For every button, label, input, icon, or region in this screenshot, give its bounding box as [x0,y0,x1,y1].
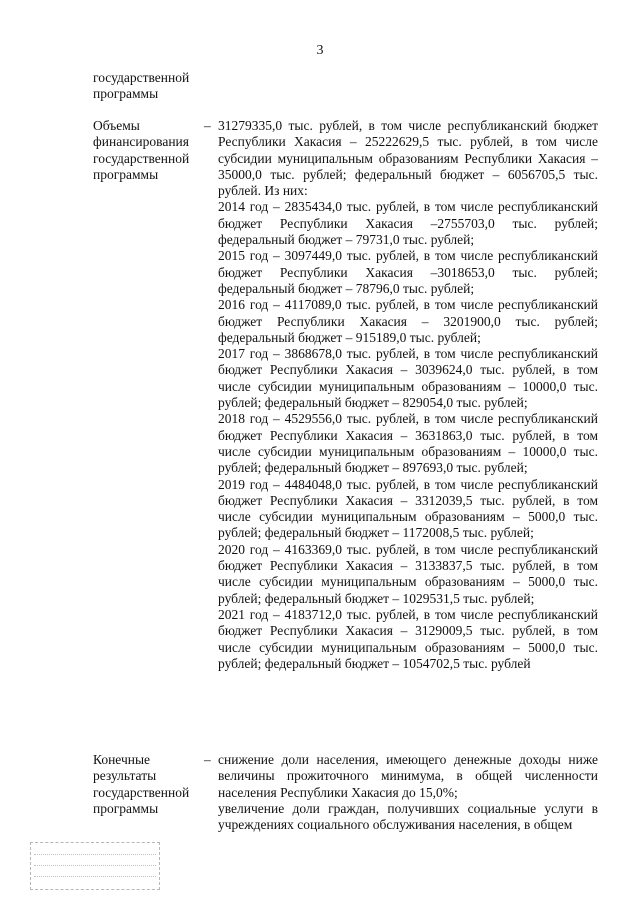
results-label-line: Конечные [93,752,151,767]
funding-year-2017: 2017 год – 3868678,0 тыс. рублей, в том числе республиканский бюджет Республики Хакасия – 3039624,0 тыс. рублей, в том числе субсидии муниципальным образованиям – 10000,0 тыс. рублей; федеральный бюджет – 829054,0 тыс. рублей; [218,346,598,411]
funding-dash: – [204,118,211,133]
header-label-line: программы [93,86,159,102]
funding-label-line: финансирования [93,134,189,150]
funding-intro: 31279335,0 тыс. рублей, в том числе республиканский бюджет Республики Хакасия – 25222629,5 тыс. рублей, в том числе субсидии муниципальным образованиям Республики Хакасия – 35000,0 тыс. рублей; федеральный бюджет – 6056705,5 тыс. рублей. Из них: [218,118,598,199]
funding-year-2015: 2015 год – 3097449,0 тыс. рублей, в том числе республиканский бюджет Республики Хакасия –3018653,0 тыс. рублей; федеральный бюджет – 78796,0 тыс. рублей; [218,248,598,296]
funding-label-line: Объемы [93,118,140,133]
results-label-line: результаты [93,768,157,784]
stamp-image [30,842,160,890]
funding-year-2016: 2016 год – 4117089,0 тыс. рублей, в том числе республиканский бюджет Республики Хакасия – 3201900,0 тыс. рублей; федеральный бюджет – 915189,0 тыс. рублей; [218,297,598,345]
results-dash: – [204,752,211,767]
page-number: 3 [316,43,324,58]
funding-year-2014: 2014 год – 2835434,0 тыс. рублей, в том числе республиканский бюджет Республики Хакасия –2755703,0 тыс. рублей; федеральный бюджет – 79731,0 тыс. рублей; [218,199,598,248]
results-item: увеличение доли граждан, получивших социальные услуги в учреждениях социального обслуживания населения, в общем [218,800,598,833]
funding-year-2020: 2020 год – 4163369,0 тыс. рублей, в том числе республиканский бюджет Республики Хакасия – 3133837,5 тыс. рублей, в том числе субсидии муниципальным образованиям – 5000,0 тыс. рублей; федеральный бюджет – 1029531,5 тыс. рублей; [218,541,598,606]
funding-label-line: государственной [93,150,190,166]
funding-year-2021: 2021 год – 4183712,0 тыс. рублей, в том числе республиканский бюджет Республики Хакасия – 3129009,5 тыс. рублей, в том числе субсидии муниципальным образованиям – 5000,0 тыс. рублей; федеральный бюджет – 1054702,5 тыс. рублей [218,606,598,671]
results-item: снижение доли населения, имеющего денежные доходы ниже величины прожиточного минимума, в общей численности населения Республики Хакасия до 15,0%; [218,752,598,800]
header-label-line: государственной [93,70,190,85]
header-label [93,70,203,103]
results-label-line: программы [93,800,159,816]
results-label-line: государственной [93,784,190,800]
funding-label-line: программы [93,166,159,182]
funding-label [93,118,203,183]
funding-text [218,118,598,672]
results-text [218,752,598,833]
results-label [93,752,203,817]
stamp-line [34,857,156,866]
funding-year-2019: 2019 год – 4484048,0 тыс. рублей, в том числе республиканский бюджет Республики Хакасия – 3312039,5 тыс. рублей, в том числе субсидии муниципальным образованиям – 5000,0 тыс. рублей; федеральный бюджет – 1172008,5 тыс. рублей; [218,476,598,541]
funding-year-2018: 2018 год – 4529556,0 тыс. рублей, в том числе республиканский бюджет Республики Хакасия – 3631863,0 тыс. рублей, в том числе субсидии муниципальным образованиям – 10000,0 тыс. рублей; федеральный бюджет – 897693,0 тыс. рублей; [218,411,598,476]
stamp-line [34,868,156,877]
stamp-line [34,846,156,855]
